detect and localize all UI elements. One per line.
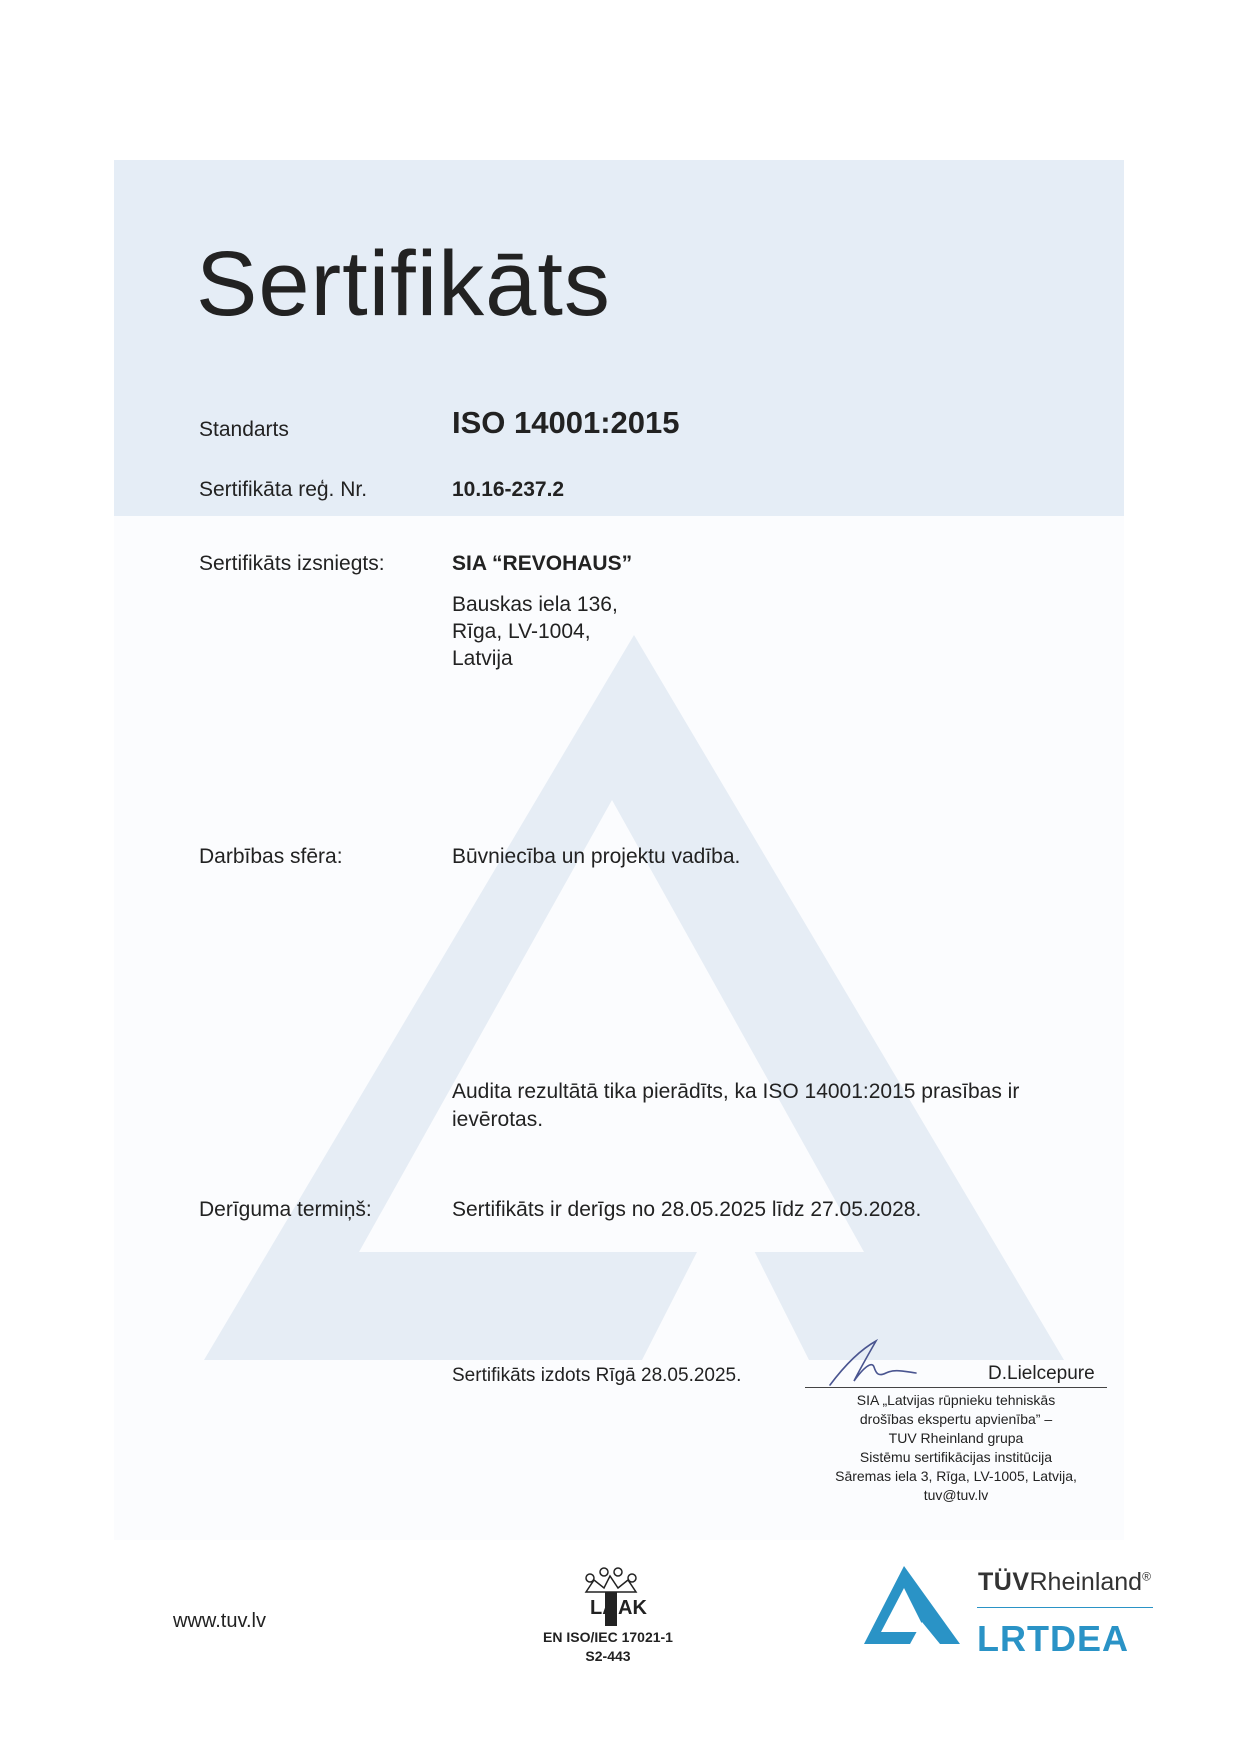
latak-crown-logo-icon (560, 1566, 660, 1626)
tuv-rheinland-wordmark (978, 1568, 1151, 1597)
issue-place-date: Sertifikāts izdots Rīgā 28.05.2025. (452, 1365, 742, 1386)
website-link[interactable]: www.tuv.lv (173, 1610, 266, 1632)
scope-label: Darbības sfēra: (199, 845, 343, 868)
issued-to-label: Sertifikāts izsniegts: (199, 552, 385, 575)
tuv-divider (977, 1607, 1153, 1608)
issuer-line: Sāremas iela 3, Rīga, LV-1005, Latvija, (835, 1468, 1077, 1484)
tuv-triangle-logo-icon (864, 1566, 960, 1654)
latak-logo-left: LA (590, 1597, 617, 1619)
company-name: SIA “REVOHAUS” (452, 552, 633, 575)
address-line: Bauskas iela 136, (452, 593, 618, 616)
reg-number-value: 10.16-237.2 (452, 478, 565, 501)
lrtdea-wordmark: LRTDEA (977, 1618, 1129, 1659)
reg-number-label: Sertifikāta reģ. Nr. (199, 478, 368, 501)
standard-label: Standarts (199, 418, 289, 441)
address-line: Latvija (452, 647, 513, 670)
registered-mark: ® (1142, 1569, 1151, 1584)
company-address (452, 591, 752, 672)
issuer-block (805, 1391, 1107, 1505)
signature-icon (820, 1337, 950, 1393)
certificate-title: Sertifikāts (196, 233, 611, 335)
tuv-brand-bold: TÜV (978, 1568, 1030, 1596)
issuer-line: drošības ekspertu apvienība” – (859, 1411, 1053, 1427)
issuer-line: tuv@tuv.lv (923, 1487, 989, 1503)
address-line: Rīga, LV-1004, (452, 620, 591, 643)
signature-line (805, 1387, 1107, 1388)
issuer-line: TUV Rheinland grupa (888, 1430, 1024, 1446)
audit-statement: Audita rezultātā tika pierādīts, ka ISO 14001:2015 prasības ir ievērotas. (452, 1080, 1020, 1131)
accreditation-text (498, 1628, 718, 1666)
issuer-line: SIA „Latvijas rūpnieku tehniskās (856, 1392, 1056, 1408)
signatory-name: D.Lielcepure (988, 1363, 1095, 1384)
validity-value: Sertifikāts ir derīgs no 28.05.2025 līdz 27.05.2028. (452, 1198, 922, 1221)
standard-value: ISO 14001:2015 (452, 405, 680, 440)
scope-value: Būvniecība un projektu vadība. (452, 845, 741, 868)
tuv-brand-regular: Rheinland (1029, 1568, 1143, 1596)
validity-label: Derīguma termiņš: (199, 1198, 372, 1221)
latak-logo-right: AK (618, 1597, 647, 1619)
accreditation-standard: EN ISO/IEC 17021-1 (543, 1629, 673, 1645)
issuer-line: Sistēmu sertifikācijas institūcija (859, 1449, 1053, 1465)
accreditation-number: S2-443 (585, 1648, 631, 1664)
